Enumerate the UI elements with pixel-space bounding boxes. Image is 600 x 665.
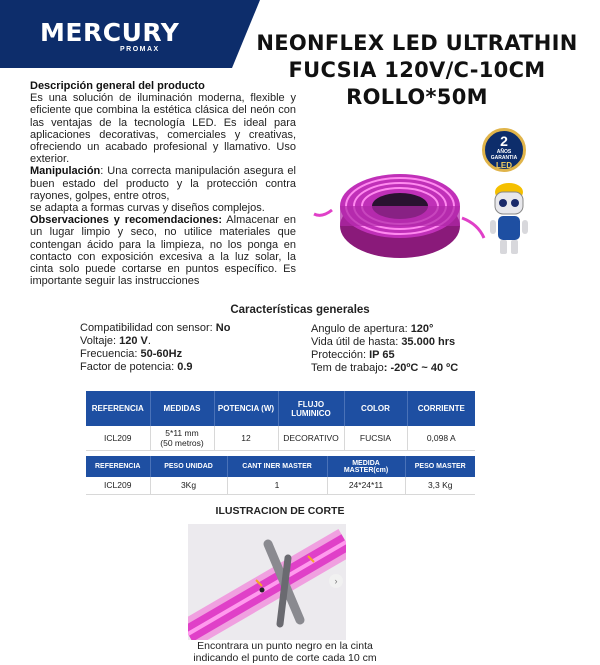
table-cell: ICL209: [86, 426, 150, 450]
column-header: FLUJO LUMINICO: [278, 391, 344, 426]
warranty-label: GARANTIA: [490, 155, 518, 161]
logo-bar: [0, 0, 232, 68]
table-cell: 3,3 Kg: [405, 477, 475, 494]
spec-power-factor: Factor de potencia: 0.9: [80, 361, 193, 373]
table-cell: DECORATIVO: [278, 426, 344, 450]
observations-text: Almacenar en un lugar limpio y seco, no utilice materiales que contengan ácido para la limpieza, no los ponga en contacto con exposición excesiva a la luz solar, la cinta solo puede cortarse en puntos específico. Es importante seguir las instrucciones: [30, 214, 296, 288]
table-cell: 12: [214, 426, 278, 450]
specs-title: Características generales: [230, 304, 370, 316]
description-heading: Descripción general del producto: [30, 80, 205, 92]
cut-illustration-image: [188, 524, 346, 640]
cut-caption-line: indicando el punto de corte cada 10 cm: [193, 652, 377, 664]
column-header: PESO UNIDAD: [150, 456, 227, 477]
brand-name-start: MERC: [40, 18, 122, 47]
column-header: POTENCIA (W): [214, 391, 278, 426]
specs-left: [80, 322, 230, 374]
brand-logo: [40, 18, 179, 47]
spec-beam-angle: Angulo de apertura: 120°: [311, 323, 434, 335]
table-row: [86, 426, 475, 450]
spec-voltage: Voltaje: 120 V.: [80, 335, 151, 347]
spec-working-temp: Tem de trabajo: -20ºC ~ 40 ºC: [311, 362, 459, 374]
warranty-years-label: AÑOS: [496, 149, 512, 155]
table-cell: FUCSIA: [344, 426, 407, 450]
title-line: NEONFLEX LED ULTRATHIN: [256, 31, 578, 55]
column-header: MEDIDA MASTER(cm): [327, 456, 405, 477]
cut-caption-line: Encontrara un punto negro en la cinta: [197, 640, 373, 652]
handling-text-2: se adapta a formas curvas y diseños complejos.: [30, 202, 265, 215]
table-cell: 24*24*11: [327, 477, 405, 494]
product-description: [30, 80, 296, 287]
specs-right: [311, 323, 458, 375]
column-header: REFERENCIA: [86, 456, 150, 477]
warranty-led-label: LED: [496, 161, 512, 170]
column-header: CANT INER MASTER: [227, 456, 327, 477]
title-line: ROLLO*50M: [346, 85, 488, 109]
table-cell: 3Kg: [150, 477, 227, 494]
column-header: MEDIDAS: [150, 391, 214, 426]
neon-roll-image: [312, 140, 488, 280]
observations-heading: Observaciones y recomendaciones:: [30, 214, 222, 227]
handling-text: : Una correcta manipulación asegura el buen estado del producto y la protección contra rayones, golpes, entre otros,: [30, 165, 296, 202]
table-cell: ICL209: [86, 477, 150, 494]
table-cell: 0,098 A: [407, 426, 475, 450]
spec-protection: Protección: IP 65: [311, 349, 395, 361]
cut-caption: [170, 640, 400, 664]
spec-frequency: Frecuencia: 50-60Hz: [80, 348, 183, 360]
column-header: CORRIENTE: [407, 391, 475, 426]
column-header: COLOR: [344, 391, 407, 426]
table-row: [86, 477, 475, 494]
next-image-icon[interactable]: ›: [329, 574, 343, 588]
product-table: [86, 391, 475, 451]
column-header: PESO MASTER: [405, 456, 475, 477]
warranty-years: 2: [500, 133, 508, 149]
description-text: Es una solución de iluminación moderna, flexible y eficiente que combina la estética clásica del neón con las ventajas de la tecnología LED. Es ideal para aplicaciones decorativas, comerciales y creativas, ofreciendo un acabado profesional y llamativo. Uso exterior.: [30, 92, 296, 166]
spec-lifetime: Vida útil de hasta: 35.000 hrs: [311, 336, 456, 348]
spec-sensor: Compatibilidad con sensor: No: [80, 322, 231, 334]
column-header: REFERENCIA: [86, 391, 150, 426]
warranty-badge: [482, 128, 526, 172]
brand-sub: PROMAX: [120, 46, 160, 53]
table-cell: 5*11 mm (50 metros): [150, 426, 214, 450]
title-line: FUCSIA 120V/C-10CM: [288, 58, 546, 82]
brand-name-end: URY: [121, 18, 180, 47]
robot-mascot-icon: [484, 178, 534, 258]
table-cell: 1: [227, 477, 327, 494]
packaging-table: [86, 456, 475, 495]
cut-illustration-title: ILUSTRACION DE CORTE: [215, 505, 345, 517]
product-title: [252, 30, 582, 111]
handling-heading: Manipulación: [30, 165, 101, 178]
